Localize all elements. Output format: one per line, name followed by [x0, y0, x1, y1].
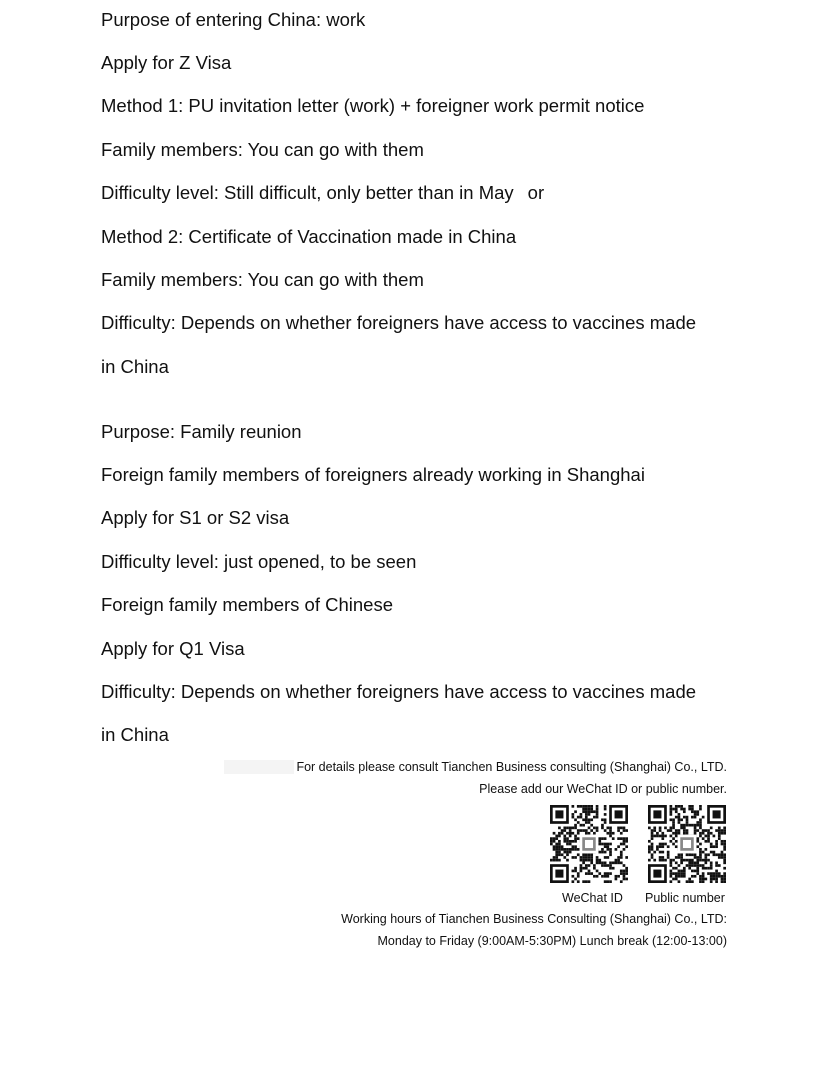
family-apply-2: Apply for Q1 Visa: [101, 638, 245, 659]
working-hours: Monday to Friday (9:00AM-5:30PM) Lunch break (12:00-13:00): [377, 934, 727, 948]
working-hours-title: Working hours of Tianchen Business Consulting (Shanghai) Co., LTD:: [341, 912, 727, 926]
work-family-1: Family members: You can go with them: [101, 139, 424, 160]
work-or: or: [527, 182, 545, 203]
family-apply-1: Apply for S1 or S2 visa: [101, 507, 290, 528]
public-number-qr-code[interactable]: [648, 805, 726, 883]
public-number-label: Public number: [645, 891, 725, 905]
work-family-2: Family members: You can go with them: [101, 269, 424, 290]
family-difficulty-2-cont: in China: [101, 724, 169, 745]
family-purpose: Purpose: Family reunion: [101, 421, 302, 442]
family-difficulty-1: Difficulty level: just opened, to be seen: [101, 551, 417, 572]
family-difficulty-2: Difficulty: Depends on whether foreigners have access to vaccines made: [101, 681, 697, 702]
work-difficulty-2: Difficulty: Depends on whether foreigners have access to vaccines made: [101, 312, 697, 333]
wechat-id-label: WeChat ID: [562, 891, 623, 905]
family-group-1: Foreign family members of foreigners already working in Shanghai: [101, 464, 645, 485]
work-method-1: Method 1: PU invitation letter (work) + foreigner work permit notice: [101, 95, 645, 116]
work-apply: Apply for Z Visa: [101, 52, 232, 73]
shade-block: [224, 760, 294, 774]
work-difficulty-2-cont: in China: [101, 356, 169, 377]
work-difficulty-1-text: Difficulty level: Still difficult, only better than in May: [101, 182, 514, 203]
wechat-id-qr-code[interactable]: [550, 805, 628, 883]
add-wechat-text: Please add our WeChat ID or public number.: [479, 782, 727, 796]
work-difficulty-1: [101, 182, 544, 204]
family-group-2: Foreign family members of Chinese: [101, 594, 393, 615]
work-method-2: Method 2: Certificate of Vaccination made in China: [101, 226, 517, 247]
work-purpose: Purpose of entering China: work: [101, 9, 366, 30]
consult-text: For details please consult Tianchen Business consulting (Shanghai) Co., LTD.: [296, 760, 727, 774]
